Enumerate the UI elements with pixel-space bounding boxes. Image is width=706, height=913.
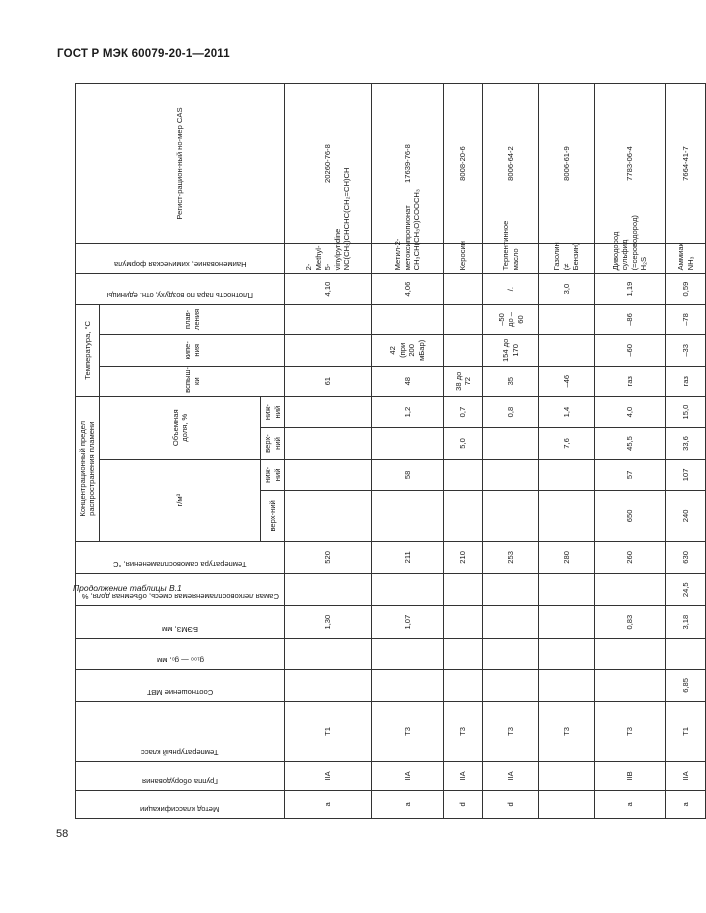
cell-lel-gm3: 57 (594, 459, 665, 490)
substance-name: Метил-2-метоксипропионат (393, 205, 412, 271)
cell-mic-ratio (372, 670, 443, 701)
cell-cas: 8008-20-6 (443, 84, 483, 244)
substance-name: Диводород сульфид (=сероводород) (610, 215, 639, 271)
table-row (285, 84, 372, 819)
cell-g-diff (285, 638, 372, 669)
cell-mic-ratio (285, 670, 372, 701)
table-body (285, 84, 706, 819)
cell-lel-vol (285, 396, 372, 427)
cell-group: IIA (666, 762, 706, 790)
cell-temp-class: T1 (285, 701, 372, 762)
cell-autoignition: 520 (285, 541, 372, 573)
cell-boiling (443, 335, 483, 366)
cell-name (483, 220, 539, 274)
cell-melting (285, 304, 372, 334)
cell-flash: газ (666, 366, 706, 396)
cell-mesg: 1,07 (372, 606, 443, 638)
table-row (372, 84, 443, 819)
table-row (594, 84, 665, 819)
cell-melting: –78 (666, 304, 706, 334)
cell-melting (443, 304, 483, 334)
rotated-table-container (75, 83, 695, 819)
cell-flash: 38 до 72 (443, 366, 483, 396)
cell-melting: –86 (594, 304, 665, 334)
cell-g-diff (483, 638, 539, 669)
column-header-mic-ratio: Соотношение МВТ (76, 670, 285, 701)
cell-melting (372, 304, 443, 334)
cell-most-ignitable (285, 574, 372, 606)
cell-melting: –50 до –60 (483, 304, 539, 334)
cell-cas: 7664-41-7 (666, 84, 706, 244)
column-header-most-ignitable: Самая легковоспламеняемая смесь, объемная доля, % (76, 574, 285, 606)
cell-flash: газ (594, 366, 665, 396)
cell-vapor-density: /. (483, 274, 539, 304)
cell-g-diff (666, 638, 706, 669)
cell-flash: 61 (285, 366, 372, 396)
cell-cas: 20260-76-8 (285, 84, 372, 244)
cell-vapor-density: 4,06 (372, 274, 443, 304)
cell-uel-gm3 (285, 491, 372, 542)
table-row (666, 84, 706, 819)
cell-lel-vol: 1,4 (539, 396, 595, 427)
cell-mesg (443, 606, 483, 638)
column-header-uel-gm3: верх-ний (261, 491, 285, 542)
header-row-1 (76, 84, 100, 819)
column-header-cas: Регист-рацион-ный но-мер CAS (76, 84, 285, 244)
substance-name: Аммиак (676, 243, 686, 271)
cell-flash: –46 (539, 366, 595, 396)
cell-name (539, 244, 595, 274)
cell-method: a (285, 790, 372, 818)
column-header-group: Группа оборудования (76, 762, 285, 790)
cell-most-ignitable (443, 574, 483, 606)
cell-g-diff (539, 638, 595, 669)
cell-cas: 8006-64-2 (483, 84, 539, 244)
cell-autoignition: 253 (483, 541, 539, 573)
table-row (483, 84, 539, 819)
column-header-uel-vol: верх-ний (261, 428, 285, 459)
cell-lel-vol: 0,8 (483, 396, 539, 427)
chemical-formula: NH₃ (685, 256, 695, 271)
cell-name (594, 215, 665, 274)
cell-uel-gm3 (539, 491, 595, 542)
column-header-name: Наименование, химическая формула (76, 244, 285, 274)
cell-uel-vol (483, 428, 539, 459)
cell-group: IIA (483, 762, 539, 790)
cell-autoignition: 280 (539, 541, 595, 573)
cell-boiling: 154 до 170 (483, 335, 539, 366)
cell-most-ignitable (539, 574, 595, 606)
cell-boiling: –33 (666, 335, 706, 366)
cell-uel-gm3 (443, 491, 483, 542)
cell-lel-vol: 1,2 (372, 396, 443, 427)
cell-vapor-density: 0,59 (666, 274, 706, 304)
cell-lel-vol: 4,0 (594, 396, 665, 427)
cell-boiling: 42 (при 200 мБар) (372, 335, 443, 366)
cell-g-diff (594, 638, 665, 669)
cell-vapor-density: 4,10 (285, 274, 372, 304)
cell-most-ignitable: 24,5 (666, 574, 706, 606)
table-caption: Продолжение таблицы В.1 (73, 583, 182, 593)
table-row (539, 84, 595, 819)
table-area (73, 83, 695, 819)
document-header: ГОСТ Р МЭК 60079-20-1—2011 (57, 48, 230, 60)
cell-temp-class: T3 (539, 701, 595, 762)
cell-group: IIB (594, 762, 665, 790)
substance-name: 2-Methyl-5-vinylpyridine (304, 228, 342, 271)
cell-g-diff (443, 638, 483, 669)
cell-mic-ratio: 6,85 (666, 670, 706, 701)
cell-group: IIA (443, 762, 483, 790)
cell-uel-gm3: 240 (666, 491, 706, 542)
cell-uel-vol: 45,5 (594, 428, 665, 459)
column-header-autoignition: Температура самовоспламенения, °С (76, 541, 285, 573)
cell-uel-vol: 5,0 (443, 428, 483, 459)
cell-autoignition: 211 (372, 541, 443, 573)
page-number: 58 (56, 828, 69, 840)
cell-temp-class: T3 (372, 701, 443, 762)
column-header-lel-gm3: ниж-ний (261, 459, 285, 490)
column-header-method: Метод классификации (76, 790, 285, 818)
column-header-melting: плав-ления (99, 304, 284, 334)
cell-flash: 35 (483, 366, 539, 396)
cell-cas: 7783-06-4 (594, 84, 665, 244)
cell-lel-vol: 15,0 (666, 396, 706, 427)
cell-group: IIA (372, 762, 443, 790)
cell-group (539, 762, 595, 790)
cell-vapor-density (443, 274, 483, 304)
cell-mesg (483, 606, 539, 638)
cell-method: d (483, 790, 539, 818)
cell-method (539, 790, 595, 818)
cell-method: a (372, 790, 443, 818)
column-header-mesg: БЭМЗ, мм (76, 606, 285, 638)
cell-uel-gm3 (483, 491, 539, 542)
cell-lel-vol: 0,7 (443, 396, 483, 427)
column-header-mg-m3: г/м³ (99, 459, 260, 541)
column-header-vol-pct: Объемная доля, % (99, 396, 260, 459)
cell-name (443, 241, 483, 274)
cell-mic-ratio (594, 670, 665, 701)
cell-uel-gm3: 650 (594, 491, 665, 542)
cell-autoignition: 210 (443, 541, 483, 573)
column-header-lel-vol: ниж-ний (261, 396, 285, 427)
cell-most-ignitable (372, 574, 443, 606)
column-header-conc-limits: Концентрационный предел распространения пламени (76, 396, 100, 541)
column-header-flash: вспыш-ки (99, 366, 284, 396)
substance-name: Керосин (458, 241, 468, 271)
column-header-g-diff: g₁₀₀ — g₀, мм (76, 638, 285, 669)
chemical-formula: H₂S (639, 256, 649, 271)
column-header-vapor-density: Плотность пара по воздуху, отн. единицы (76, 274, 285, 304)
cell-autoignition: 260 (594, 541, 665, 573)
cell-autoignition: 630 (666, 541, 706, 573)
cell-g-diff (372, 638, 443, 669)
cell-most-ignitable (594, 574, 665, 606)
column-header-temperature: Температура, °С (76, 304, 100, 396)
cell-mic-ratio (539, 670, 595, 701)
cell-vapor-density: 1,19 (594, 274, 665, 304)
table-row (443, 84, 483, 819)
cell-mesg: 0,83 (594, 606, 665, 638)
cell-mesg (539, 606, 595, 638)
cell-method: a (594, 790, 665, 818)
cell-boiling (539, 335, 595, 366)
cell-cas: 17639-76-8 (372, 84, 443, 244)
column-header-temp-class: Температурный класс (76, 701, 285, 762)
cell-method: a (666, 790, 706, 818)
cell-uel-vol (285, 428, 372, 459)
cell-temp-class: T3 (594, 701, 665, 762)
cell-name (285, 167, 372, 274)
chemical-formula: NC(CH₃)CHCHC(CH₂=CH)CH (342, 167, 352, 271)
cell-lel-gm3 (539, 459, 595, 490)
cell-mic-ratio (443, 670, 483, 701)
cell-boiling (285, 335, 372, 366)
cell-temp-class: T3 (483, 701, 539, 762)
cell-name (372, 188, 443, 274)
cell-mesg: 1,30 (285, 606, 372, 638)
cell-boiling: –60 (594, 335, 665, 366)
cell-temp-class: T3 (443, 701, 483, 762)
cell-most-ignitable (483, 574, 539, 606)
cell-group: IIA (285, 762, 372, 790)
cell-lel-gm3: 58 (372, 459, 443, 490)
chemical-formula: CH₃CH(CH₃O)COOCH₃ (412, 188, 422, 271)
cell-lel-gm3 (483, 459, 539, 490)
cell-lel-gm3 (285, 459, 372, 490)
cell-temp-class: T1 (666, 701, 706, 762)
cell-uel-vol (372, 428, 443, 459)
cell-vapor-density: 3,0 (539, 274, 595, 304)
cell-mic-ratio (483, 670, 539, 701)
column-header-boiling: кипе-ния (99, 335, 284, 366)
cell-lel-gm3: 107 (666, 459, 706, 490)
cell-uel-vol: 7,6 (539, 428, 595, 459)
cell-cas: 8006-61-9 (539, 84, 595, 244)
cell-uel-gm3 (372, 491, 443, 542)
cell-flash: 48 (372, 366, 443, 396)
substance-name: Терпентинное масло (501, 220, 520, 271)
cell-lel-gm3 (443, 459, 483, 490)
substance-name: Газолин (≠ Бензин) (552, 242, 581, 271)
cell-name (666, 244, 706, 274)
properties-table (75, 83, 706, 819)
cell-method: d (443, 790, 483, 818)
cell-uel-vol: 33,6 (666, 428, 706, 459)
cell-mesg: 3,18 (666, 606, 706, 638)
cell-melting (539, 304, 595, 334)
